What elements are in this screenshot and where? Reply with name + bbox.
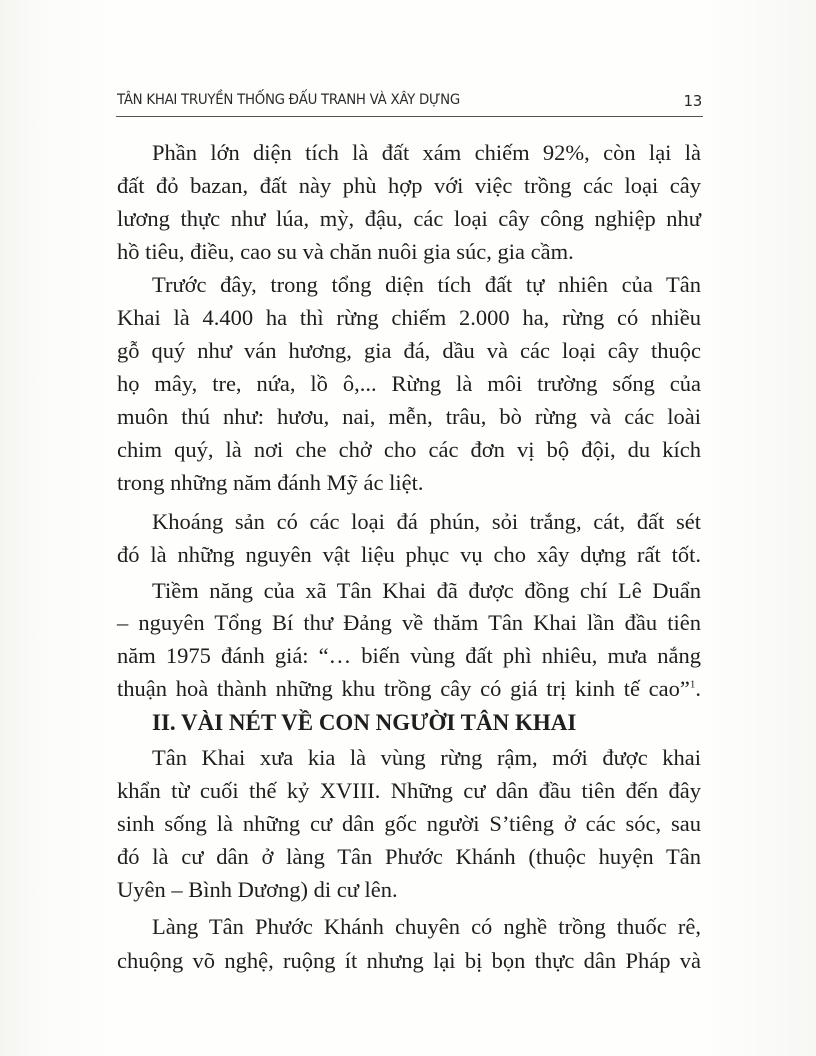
text-line (152, 745, 701, 771)
line-text: Tiềm năng của xã Tân Khai đã được đồng chí Lê Duẩn (152, 578, 701, 603)
text-line (152, 578, 701, 604)
line-text: chim quý, là nơi che chở cho các đơn vị bộ đội, du kích (117, 437, 701, 462)
text-line (117, 811, 701, 837)
text-line (117, 206, 701, 232)
text-line (117, 239, 701, 265)
line-text: thuận hoà thành những khu trồng cây có giá trị kinh tế cao” (117, 676, 690, 701)
text-line (117, 643, 701, 669)
text-line (152, 509, 701, 535)
line-text: Trước đây, trong tổng diện tích đất tự nhiên của Tân (152, 272, 701, 297)
footnote-marker: 1 (689, 678, 696, 691)
line-text: Tân Khai xưa kia là vùng rừng rậm, mới được khai (152, 745, 701, 770)
line-text: II. VÀI NÉT VỀ CON NGƯỜI TÂN KHAI (152, 710, 577, 735)
section-heading (152, 710, 701, 736)
running-title: TÂN KHAI TRUYỀN THỐNG ĐẤU TRANH VÀ XÂY DỰNG (117, 92, 460, 108)
text-line (117, 173, 701, 199)
line-text: Phần lớn diện tích là đất xám chiếm 92%, còn lại là (152, 140, 701, 165)
text-line (117, 542, 701, 568)
line-text: Làng Tân Phước Khánh chuyên có nghề trồng thuốc rê, (152, 914, 701, 939)
text-line (117, 404, 701, 430)
text-line (152, 914, 701, 940)
line-text: khẩn từ cuối thế kỷ XVIII. Những cư dân đầu tiên đến đây (117, 778, 701, 803)
text-line (117, 844, 701, 870)
line-text-end: . (695, 676, 701, 701)
text-line (117, 778, 701, 804)
line-text: Uyên – Bình Dương) di cư lên. (117, 877, 398, 902)
line-text: – nguyên Tổng Bí thư Đảng về thăm Tân Khai lần đầu tiên (117, 610, 701, 635)
line-text: năm 1975 đánh giá: “… biến vùng đất phì nhiêu, mưa nắng (117, 643, 701, 668)
line-text: đó là những nguyên vật liệu phục vụ cho xây dựng rất tốt. (117, 542, 701, 567)
page-number: 13 (683, 92, 702, 110)
line-text: Khoáng sản có các loại đá phún, sỏi trắng, cát, đất sét (152, 509, 701, 534)
line-text: Khai là 4.400 ha thì rừng chiếm 2.000 ha, rừng có nhiều (117, 305, 701, 330)
text-line (117, 470, 701, 496)
line-text: gỗ quý như ván hương, gia đá, dầu và các loại cây thuộc (117, 338, 701, 363)
running-header (117, 92, 702, 114)
line-text: sinh sống là những cư dân gốc người S’tiêng ở các sóc, sau (117, 811, 701, 836)
text-line (117, 610, 701, 636)
text-line (152, 272, 701, 298)
line-text: trong những năm đánh Mỹ ác liệt. (117, 470, 424, 495)
text-line (117, 371, 701, 397)
text-line (117, 877, 701, 903)
line-text: chuộng võ nghệ, ruộng ít nhưng lại bị bọn thực dân Pháp và (117, 948, 701, 973)
text-line (117, 338, 701, 364)
line-text: hồ tiêu, điều, cao su và chăn nuôi gia súc, gia cầm. (117, 239, 574, 264)
line-text: lương thực như lúa, mỳ, đậu, các loại cây công nghiệp như (117, 206, 701, 231)
text-line (117, 676, 701, 702)
line-text: đất đỏ bazan, đất này phù hợp với việc trồng các loại cây (117, 173, 701, 198)
line-text: họ mây, tre, nứa, lồ ô,... Rừng là môi trường sống của (117, 371, 701, 396)
text-line (152, 140, 701, 166)
line-text: muôn thú như: hươu, nai, mễn, trâu, bò rừng và các loài (117, 404, 701, 429)
text-line (117, 948, 701, 974)
header-rule (116, 116, 703, 117)
text-line (117, 305, 701, 331)
text-line (117, 437, 701, 463)
line-text: đó là cư dân ở làng Tân Phước Khánh (thuộc huyện Tân (117, 844, 701, 869)
